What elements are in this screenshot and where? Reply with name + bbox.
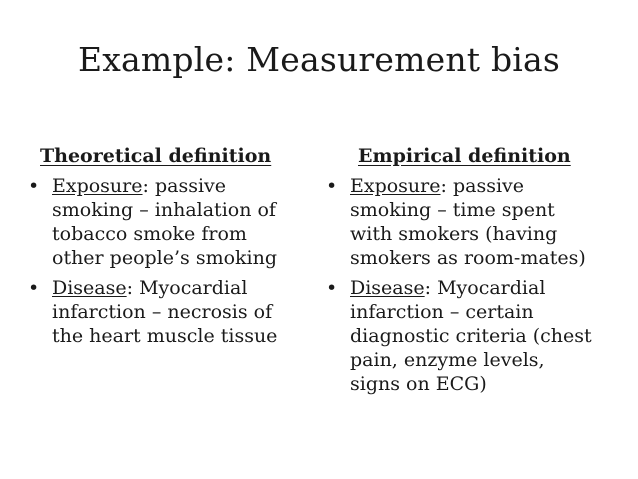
theoretical-definition-column <box>28 144 304 354</box>
theoretical-definition-heading: Theoretical definition <box>40 145 272 167</box>
list-item <box>28 174 304 270</box>
bullet-marker: • <box>326 175 338 197</box>
exposure-term: Exposure <box>52 175 143 197</box>
disease-term: Disease <box>52 277 127 299</box>
theoretical-definition-list <box>28 174 304 348</box>
list-item <box>326 276 596 396</box>
empirical-definition-heading: Empirical definition <box>358 145 571 167</box>
list-item <box>28 276 304 348</box>
disease-definition: : Myocardial infarction – necrosis of the heart muscle tissue <box>52 277 278 347</box>
empirical-definition-list <box>326 174 596 396</box>
bullet-marker: • <box>28 175 40 197</box>
disease-term: Disease <box>350 277 425 299</box>
disease-definition: : Myocardial infarction – certain diagnostic criteria (chest pain, enzyme levels, signs on ECG) <box>350 277 592 395</box>
exposure-term: Exposure <box>350 175 441 197</box>
empirical-definition-column <box>326 144 596 402</box>
bullet-marker: • <box>28 277 40 299</box>
bullet-marker: • <box>326 277 338 299</box>
exposure-definition: : passive smoking – inhalation of tobacco smoke from other people’s smoking <box>52 175 278 269</box>
slide-title: Example: Measurement bias <box>77 40 561 79</box>
list-item <box>326 174 596 270</box>
exposure-definition: : passive smoking – time spent with smokers (having smokers as room-mates) <box>350 175 586 269</box>
